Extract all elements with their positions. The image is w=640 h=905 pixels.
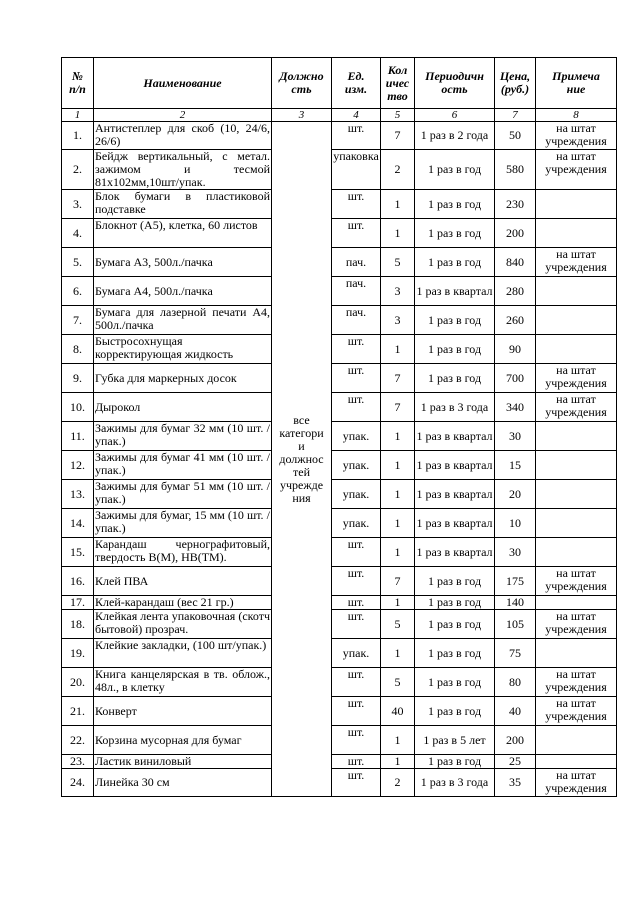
position-line: тей xyxy=(293,464,310,479)
row-number: 2. xyxy=(62,150,94,190)
quantity-cell: 7 xyxy=(381,364,415,393)
item-name: Блокнот (А5), клетка, 60 листов xyxy=(94,219,272,248)
price-cell: 75 xyxy=(495,639,536,668)
table-row xyxy=(62,538,617,567)
note-cell xyxy=(536,306,617,335)
unit-cell: шт. xyxy=(332,538,381,567)
table-row xyxy=(62,393,617,422)
period-cell: 1 раз в год xyxy=(415,668,495,697)
period-cell: 1 раз в год xyxy=(415,364,495,393)
period-cell: 1 раз в год xyxy=(415,248,495,277)
table-row xyxy=(62,364,617,393)
table-row xyxy=(62,219,617,248)
item-name: Клей ПВА xyxy=(94,567,272,596)
unit-cell: шт. xyxy=(332,668,381,697)
table-row xyxy=(62,697,617,726)
period-cell: 1 раз в год xyxy=(415,190,495,219)
table-row xyxy=(62,509,617,538)
table-row xyxy=(62,306,617,335)
unit-cell: шт. xyxy=(332,364,381,393)
quantity-cell: 1 xyxy=(381,422,415,451)
row-number: 17. xyxy=(62,596,94,610)
unit-cell: упак. xyxy=(332,509,381,538)
price-cell: 30 xyxy=(495,538,536,567)
unit-cell: пач. xyxy=(332,248,381,277)
position-line: категори xyxy=(279,425,324,440)
note-cell xyxy=(536,755,617,769)
item-name: Зажимы для бумаг, 15 мм (10 шт. /упак.) xyxy=(94,509,272,538)
row-number: 9. xyxy=(62,364,94,393)
period-cell: 1 раз в год xyxy=(415,755,495,769)
quantity-cell: 1 xyxy=(381,596,415,610)
header-name: Наименование xyxy=(94,58,272,109)
item-name: Клейкие закладки, (100 шт/упак.) xyxy=(94,639,272,668)
period-cell: 1 раз в год xyxy=(415,639,495,668)
price-cell: 840 xyxy=(495,248,536,277)
unit-cell: упак. xyxy=(332,480,381,509)
price-cell: 200 xyxy=(495,726,536,755)
header-row xyxy=(62,58,617,109)
table-row xyxy=(62,639,617,668)
item-name: Зажимы для бумаг 41 мм (10 шт. /упак.) xyxy=(94,451,272,480)
row-number: 10. xyxy=(62,393,94,422)
quantity-cell: 5 xyxy=(381,668,415,697)
item-name: Линейка 30 см xyxy=(94,769,272,797)
unit-cell: упак. xyxy=(332,422,381,451)
price-cell: 10 xyxy=(495,509,536,538)
note-cell: на штат учреждения xyxy=(536,769,617,797)
item-name: Книга канцелярская в тв. облож., 48л., в клетку xyxy=(94,668,272,697)
col-number: 3 xyxy=(272,109,332,122)
table-row xyxy=(62,422,617,451)
item-name: Бумага А3, 500л./пачка xyxy=(94,248,272,277)
price-cell: 20 xyxy=(495,480,536,509)
period-cell: 1 раз в 2 года xyxy=(415,122,495,150)
note-cell: на штат учреждения xyxy=(536,668,617,697)
unit-cell: шт. xyxy=(332,335,381,364)
header-price: Цена, (руб.) xyxy=(495,58,536,109)
table-row xyxy=(62,277,617,306)
table-body xyxy=(62,122,617,797)
period-cell: 1 раз в квартал xyxy=(415,509,495,538)
row-number: 22. xyxy=(62,726,94,755)
quantity-cell: 2 xyxy=(381,769,415,797)
price-cell: 340 xyxy=(495,393,536,422)
unit-cell: шт. xyxy=(332,697,381,726)
col-number: 2 xyxy=(94,109,272,122)
note-cell xyxy=(536,190,617,219)
row-number: 3. xyxy=(62,190,94,219)
price-cell: 50 xyxy=(495,122,536,150)
price-cell: 580 xyxy=(495,150,536,190)
quantity-cell: 1 xyxy=(381,190,415,219)
unit-cell: пач. xyxy=(332,306,381,335)
note-cell: на штат учреждения xyxy=(536,122,617,150)
row-number: 24. xyxy=(62,769,94,797)
quantity-cell: 3 xyxy=(381,306,415,335)
unit-cell: шт. xyxy=(332,219,381,248)
unit-cell: шт. xyxy=(332,393,381,422)
period-cell: 1 раз в год xyxy=(415,697,495,726)
price-cell: 90 xyxy=(495,335,536,364)
position-cell xyxy=(272,122,332,797)
quantity-cell: 1 xyxy=(381,335,415,364)
note-cell xyxy=(536,538,617,567)
note-cell: на штат учреждения xyxy=(536,150,617,190)
note-cell: на штат учреждения xyxy=(536,393,617,422)
header-unit: Ед. изм. xyxy=(332,58,381,109)
table-row xyxy=(62,122,617,150)
price-cell: 25 xyxy=(495,755,536,769)
price-cell: 200 xyxy=(495,219,536,248)
item-name: Дырокол xyxy=(94,393,272,422)
note-cell xyxy=(536,451,617,480)
table-row xyxy=(62,335,617,364)
item-name: Губка для маркерных досок xyxy=(94,364,272,393)
price-cell: 140 xyxy=(495,596,536,610)
price-cell: 280 xyxy=(495,277,536,306)
col-number: 6 xyxy=(415,109,495,122)
price-cell: 105 xyxy=(495,610,536,639)
note-cell xyxy=(536,277,617,306)
row-number: 12. xyxy=(62,451,94,480)
quantity-cell: 1 xyxy=(381,219,415,248)
quantity-cell: 1 xyxy=(381,755,415,769)
position-line: должнос xyxy=(279,451,324,466)
item-name: Клей-карандаш (вес 21 гр.) xyxy=(94,596,272,610)
position-line: учрежде xyxy=(279,477,324,492)
row-number: 20. xyxy=(62,668,94,697)
quantity-cell: 1 xyxy=(381,639,415,668)
item-name: Быстросохнущая корректирующая жидкость xyxy=(94,335,272,364)
unit-cell: шт. xyxy=(332,596,381,610)
item-name: Ластик виниловый xyxy=(94,755,272,769)
price-cell: 30 xyxy=(495,422,536,451)
price-cell: 700 xyxy=(495,364,536,393)
price-cell: 230 xyxy=(495,190,536,219)
col-number: 7 xyxy=(495,109,536,122)
period-cell: 1 раз в год xyxy=(415,219,495,248)
price-cell: 80 xyxy=(495,668,536,697)
unit-cell: шт. xyxy=(332,769,381,797)
quantity-cell: 5 xyxy=(381,610,415,639)
item-name: Конверт xyxy=(94,697,272,726)
item-name: Блок бумаги в пластиковой подставке xyxy=(94,190,272,219)
quantity-cell: 1 xyxy=(381,451,415,480)
header-period: Периодичн ость xyxy=(415,58,495,109)
period-cell: 1 раз в квартал xyxy=(415,480,495,509)
row-number: 8. xyxy=(62,335,94,364)
position-line: и xyxy=(298,438,305,453)
period-cell: 1 раз в 5 лет xyxy=(415,726,495,755)
quantity-cell: 7 xyxy=(381,122,415,150)
table-row xyxy=(62,769,617,797)
header-qty: Кол ичес тво xyxy=(381,58,415,109)
price-cell: 35 xyxy=(495,769,536,797)
row-number: 4. xyxy=(62,219,94,248)
unit-cell: шт. xyxy=(332,190,381,219)
quantity-cell: 5 xyxy=(381,248,415,277)
unit-cell: шт. xyxy=(332,726,381,755)
table-row xyxy=(62,610,617,639)
item-name: Бумага А4, 500л./пачка xyxy=(94,277,272,306)
note-cell xyxy=(536,480,617,509)
unit-cell: упаковка xyxy=(332,150,381,190)
note-cell xyxy=(536,509,617,538)
row-number: 5. xyxy=(62,248,94,277)
period-cell: 1 раз в квартал xyxy=(415,277,495,306)
note-cell xyxy=(536,335,617,364)
note-cell: на штат учреждения xyxy=(536,567,617,596)
row-number: 13. xyxy=(62,480,94,509)
col-number: 8 xyxy=(536,109,617,122)
col-number: 5 xyxy=(381,109,415,122)
price-cell: 175 xyxy=(495,567,536,596)
table-row xyxy=(62,451,617,480)
note-cell: на штат учреждения xyxy=(536,697,617,726)
position-line: все xyxy=(293,412,310,427)
row-number: 21. xyxy=(62,697,94,726)
quantity-cell: 40 xyxy=(381,697,415,726)
row-number: 15. xyxy=(62,538,94,567)
period-cell: 1 раз в год xyxy=(415,567,495,596)
item-name: Антистеплер для скоб (10, 24/6, 26/6) xyxy=(95,121,270,148)
quantity-cell: 1 xyxy=(381,726,415,755)
norms-table xyxy=(61,57,617,797)
note-cell xyxy=(536,639,617,668)
price-cell: 15 xyxy=(495,451,536,480)
period-cell: 1 раз в квартал xyxy=(415,538,495,567)
row-number: 6. xyxy=(62,277,94,306)
quantity-cell: 1 xyxy=(381,509,415,538)
period-cell: 1 раз в год xyxy=(415,335,495,364)
period-cell: 1 раз в квартал xyxy=(415,422,495,451)
table-row xyxy=(62,567,617,596)
note-cell xyxy=(536,596,617,610)
price-cell: 40 xyxy=(495,697,536,726)
item-name: Бумага для лазерной печати А4, 500л./пачка xyxy=(94,306,272,335)
table-row xyxy=(62,726,617,755)
row-number: 7. xyxy=(62,306,94,335)
col-number: 4 xyxy=(332,109,381,122)
row-number: 19. xyxy=(62,639,94,668)
period-cell: 1 раз в год xyxy=(415,150,495,190)
table-row xyxy=(62,668,617,697)
table-row xyxy=(62,150,617,190)
unit-cell: шт. xyxy=(332,567,381,596)
note-cell xyxy=(536,422,617,451)
period-cell: 1 раз в 3 года xyxy=(415,393,495,422)
unit-cell: шт. xyxy=(332,610,381,639)
table-row xyxy=(62,248,617,277)
item-name: Клейкая лента упаковочная (скотч бытовой) прозрач. xyxy=(94,610,272,639)
note-cell xyxy=(536,726,617,755)
period-cell: 1 раз в квартал xyxy=(415,451,495,480)
quantity-cell: 3 xyxy=(381,277,415,306)
row-number: 11. xyxy=(62,422,94,451)
note-cell: на штат учреждения xyxy=(536,610,617,639)
row-number: 23. xyxy=(62,755,94,769)
item-name: Бейдж вертикальный, с метал. зажимом и тесмой 81х102мм,10шт/упак. xyxy=(95,149,270,189)
row-number: 16. xyxy=(62,567,94,596)
table-row xyxy=(62,190,617,219)
header-note: Примеча ние xyxy=(536,58,617,109)
table-row xyxy=(62,596,617,610)
note-cell: на штат учреждения xyxy=(536,364,617,393)
col-number: 1 xyxy=(62,109,94,122)
header-num: № п/п xyxy=(62,58,94,109)
period-cell: 1 раз в год xyxy=(415,306,495,335)
note-cell xyxy=(536,219,617,248)
period-cell: 1 раз в год xyxy=(415,596,495,610)
row-number: 18. xyxy=(62,610,94,639)
position-line: ния xyxy=(292,490,311,505)
period-cell: 1 раз в 3 года xyxy=(415,769,495,797)
unit-cell: шт. xyxy=(332,755,381,769)
unit-cell: шт. xyxy=(332,122,381,150)
unit-cell: пач. xyxy=(332,277,381,306)
table-row xyxy=(62,755,617,769)
row-number: 14. xyxy=(62,509,94,538)
column-numbers-row xyxy=(62,109,617,122)
unit-cell: упак. xyxy=(332,639,381,668)
item-name: Зажимы для бумаг 51 мм (10 шт. /упак.) xyxy=(94,480,272,509)
item-name: Корзина мусорная для бумаг xyxy=(94,726,272,755)
price-cell: 260 xyxy=(495,306,536,335)
row-number: 1. xyxy=(62,122,94,150)
quantity-cell: 1 xyxy=(381,538,415,567)
quantity-cell: 1 xyxy=(381,480,415,509)
quantity-cell: 7 xyxy=(381,567,415,596)
item-name: Зажимы для бумаг 32 мм (10 шт. /упак.) xyxy=(94,422,272,451)
table-row xyxy=(62,480,617,509)
header-position: Должно сть xyxy=(272,58,332,109)
period-cell: 1 раз в год xyxy=(415,610,495,639)
note-cell: на штат учреждения xyxy=(536,248,617,277)
quantity-cell: 2 xyxy=(381,150,415,190)
unit-cell: упак. xyxy=(332,451,381,480)
item-name: Карандаш чернографитовый, твердость В(М), НВ(ТМ). xyxy=(94,538,272,567)
quantity-cell: 7 xyxy=(381,393,415,422)
